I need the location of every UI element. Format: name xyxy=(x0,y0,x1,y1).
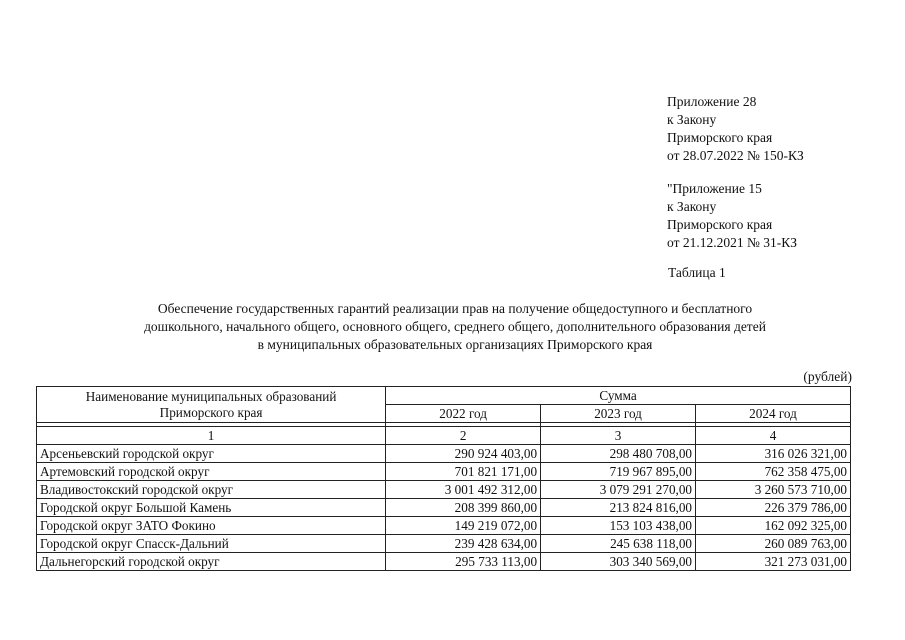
funding-table xyxy=(36,386,851,571)
column-number: 4 xyxy=(696,427,851,445)
municipality-name: Городской округ ЗАТО Фокино xyxy=(37,517,386,535)
appendix-28-header xyxy=(667,93,897,165)
amount-2024: 3 260 573 710,00 xyxy=(696,481,851,499)
table-row xyxy=(37,445,851,463)
header-year-2023: 2023 год xyxy=(541,405,696,423)
appendix-line: к Закону xyxy=(667,112,717,127)
amount-2022: 208 399 860,00 xyxy=(386,499,541,517)
amount-2024: 316 026 321,00 xyxy=(696,445,851,463)
title-line: дошкольного, начального общего, основного общего, среднего общего, дополнительного образования детей xyxy=(144,319,766,334)
header-year-2024: 2024 год xyxy=(696,405,851,423)
amount-2022: 3 001 492 312,00 xyxy=(386,481,541,499)
municipality-name: Городской округ Спасск-Дальний xyxy=(37,535,386,553)
header-municipality-line: Приморского края xyxy=(159,404,263,420)
column-number: 2 xyxy=(386,427,541,445)
table-row xyxy=(37,481,851,499)
amount-2022: 149 219 072,00 xyxy=(386,517,541,535)
unit-label: (рублей) xyxy=(803,369,852,384)
appendix-15-header xyxy=(667,180,897,252)
table-number: Таблица 1 xyxy=(668,265,726,280)
municipality-name: Городской округ Большой Камень xyxy=(37,499,386,517)
appendix-line: от 21.12.2021 № 31-КЗ xyxy=(667,235,797,250)
appendix-line: к Закону xyxy=(667,199,717,214)
amount-2022: 295 733 113,00 xyxy=(386,553,541,571)
appendix-line: Приложение 28 xyxy=(667,94,757,109)
table-row xyxy=(37,517,851,535)
amount-2023: 245 638 118,00 xyxy=(541,535,696,553)
amount-2023: 719 967 895,00 xyxy=(541,463,696,481)
table-row xyxy=(37,535,851,553)
title-line: в муниципальных образовательных организациях Приморского края xyxy=(257,337,653,352)
table-row xyxy=(37,499,851,517)
amount-2023: 213 824 816,00 xyxy=(541,499,696,517)
document-title xyxy=(70,300,840,354)
municipality-name: Артемовский городской округ xyxy=(37,463,386,481)
amount-2022: 701 821 171,00 xyxy=(386,463,541,481)
header-municipality-line: Наименование муниципальных образований xyxy=(85,388,337,404)
amount-2023: 153 103 438,00 xyxy=(541,517,696,535)
appendix-line: Приморского края xyxy=(667,217,773,232)
amount-2022: 239 428 634,00 xyxy=(386,535,541,553)
amount-2023: 3 079 291 270,00 xyxy=(541,481,696,499)
column-number: 1 xyxy=(37,427,386,445)
table-row xyxy=(37,463,851,481)
amount-2023: 298 480 708,00 xyxy=(541,445,696,463)
header-municipality xyxy=(37,387,386,423)
column-number-row xyxy=(37,427,851,445)
header-year-2022: 2022 год xyxy=(386,405,541,423)
amount-2023: 303 340 569,00 xyxy=(541,553,696,571)
amount-2022: 290 924 403,00 xyxy=(386,445,541,463)
appendix-line: Приморского края xyxy=(667,130,773,145)
municipality-name: Дальнегорский городской округ xyxy=(37,553,386,571)
header-sum: Сумма xyxy=(386,387,851,405)
amount-2024: 226 379 786,00 xyxy=(696,499,851,517)
table-row xyxy=(37,553,851,571)
municipality-name: Арсеньевский городской округ xyxy=(37,445,386,463)
title-line: Обеспечение государственных гарантий реализации прав на получение общедоступного и бесплатного xyxy=(157,301,753,316)
amount-2024: 762 358 475,00 xyxy=(696,463,851,481)
appendix-line: "Приложение 15 xyxy=(667,181,762,196)
amount-2024: 162 092 325,00 xyxy=(696,517,851,535)
appendix-line: от 28.07.2022 № 150-КЗ xyxy=(667,148,804,163)
amount-2024: 321 273 031,00 xyxy=(696,553,851,571)
amount-2024: 260 089 763,00 xyxy=(696,535,851,553)
municipality-name: Владивостокский городской округ xyxy=(37,481,386,499)
column-number: 3 xyxy=(541,427,696,445)
